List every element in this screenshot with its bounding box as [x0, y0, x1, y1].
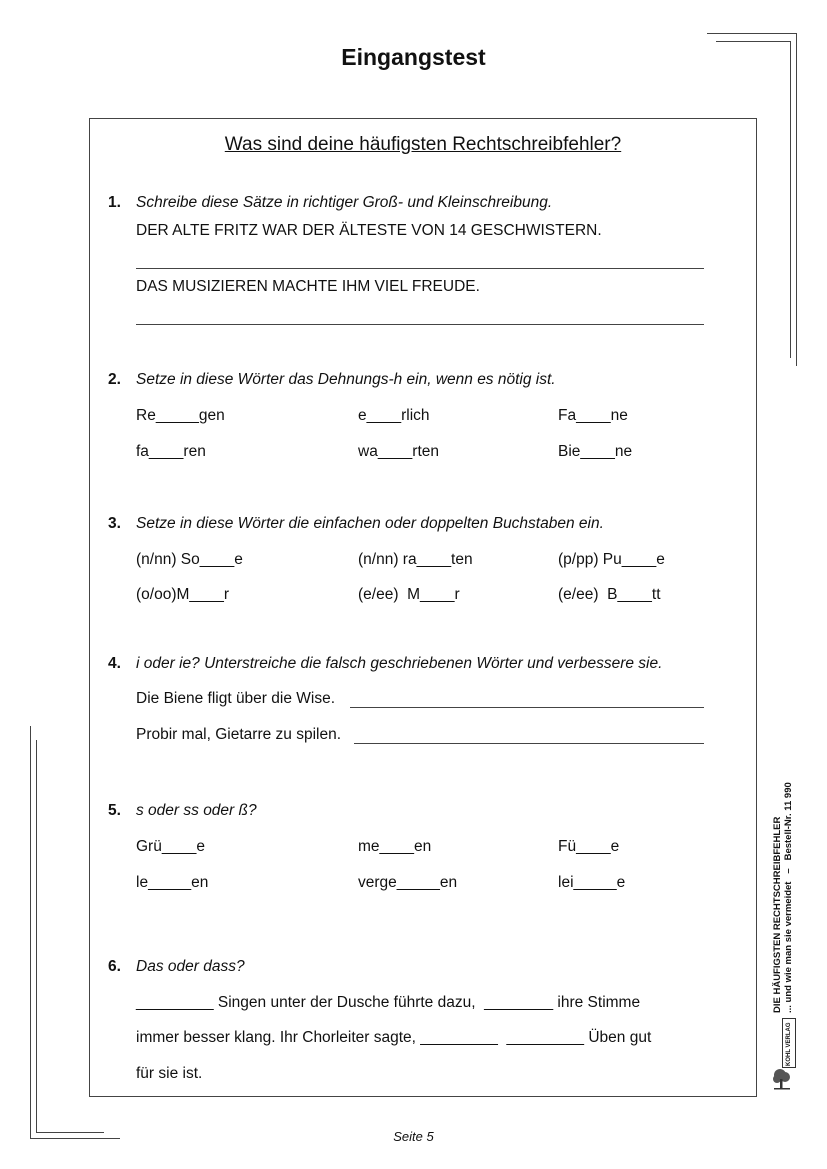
gap-sentence: für sie ist.	[136, 1065, 203, 1082]
question-number: 6.	[108, 958, 121, 975]
question-number: 3.	[108, 515, 121, 532]
gap-word[interactable]: e____rlich	[358, 407, 430, 424]
gap-word[interactable]: le_____en	[136, 874, 209, 891]
gap-word[interactable]: (n/nn) ra____ten	[358, 551, 473, 568]
answer-line[interactable]	[136, 324, 704, 325]
gap-word[interactable]: me____en	[358, 838, 432, 855]
gap-word[interactable]: wa____rten	[358, 443, 440, 460]
corner-line	[796, 33, 797, 366]
exercise-sentence: Probir mal, Gietarre zu spilen.	[136, 726, 342, 743]
publisher-name: KOHL VERLAG	[786, 1022, 792, 1066]
question-number: 4.	[108, 655, 121, 672]
gap-word[interactable]: Bie____ne	[558, 443, 633, 460]
question-number: 5.	[108, 802, 121, 819]
gap-word[interactable]: lei_____e	[558, 874, 626, 891]
book-title: DIE HÄUFIGSTEN RECHTSCHREIBFEHLER	[772, 816, 783, 1013]
tree-icon	[770, 1066, 796, 1092]
question-number: 1.	[108, 194, 121, 211]
gap-word[interactable]: Re_____gen	[136, 407, 225, 424]
gap-word[interactable]: (o/oo)M____r	[136, 586, 230, 603]
gap-word[interactable]: (n/nn) So____e	[136, 551, 243, 568]
gap-word[interactable]: Fü____e	[558, 838, 620, 855]
corner-line	[790, 41, 791, 358]
gap-word[interactable]: (e/ee) M____r	[358, 586, 460, 603]
corner-line	[707, 33, 797, 34]
question-instruction: s oder ss oder ß?	[136, 802, 257, 819]
exercise-sentence: Die Biene fligt über die Wise.	[136, 690, 336, 707]
page-footer: Seite 5	[393, 1129, 434, 1144]
page-title: Eingangstest	[341, 44, 486, 70]
book-subtitle-line: ... und wie man sie vermeidet – Bestell-Nr. 11 990	[783, 782, 794, 1013]
gap-word[interactable]: Fa____ne	[558, 407, 628, 424]
corner-line	[36, 740, 37, 1133]
gap-word[interactable]: (p/pp) Pu____e	[558, 551, 665, 568]
gap-word[interactable]: Grü____e	[136, 838, 205, 855]
question-instruction: Setze in diese Wörter das Dehnungs-h ein, wenn es nötig ist.	[136, 371, 556, 388]
question-instruction: Das oder dass?	[136, 958, 245, 975]
book-info	[772, 782, 794, 1013]
gap-sentence[interactable]: immer besser klang. Ihr Chorleiter sagte, _________ _________ Üben gut	[136, 1029, 652, 1046]
question-number: 2.	[108, 371, 121, 388]
gap-word[interactable]: verge_____en	[358, 874, 458, 891]
gap-word[interactable]: (e/ee) B____tt	[558, 586, 661, 603]
answer-line[interactable]	[136, 268, 704, 269]
question-instruction: i oder ie? Unterstreiche die falsch geschriebenen Wörter und verbessere sie.	[136, 655, 663, 672]
test-heading: Was sind deine häufigsten Rechtschreibfehler?	[224, 134, 622, 155]
book-subtitle: ... und wie man sie vermeidet	[783, 881, 794, 1013]
gap-sentence[interactable]: _________ Singen unter der Dusche führte dazu, ________ ihre Stimme	[136, 994, 641, 1011]
gap-word[interactable]: fa____ren	[136, 443, 206, 460]
corner-line	[30, 726, 31, 1139]
exercise-sentence: DAS MUSIZIEREN MACHTE IHM VIEL FREUDE.	[136, 278, 480, 295]
order-number: Bestell-Nr. 11 990	[783, 782, 794, 861]
question-instruction: Setze in diese Wörter die einfachen oder doppelten Buchstaben ein.	[136, 515, 604, 532]
question-instruction: Schreibe diese Sätze in richtiger Groß- und Kleinschreibung.	[136, 194, 553, 211]
exercise-sentence: DER ALTE FRITZ WAR DER ÄLTESTE VON 14 GESCHWISTERN.	[136, 222, 602, 239]
corner-line	[716, 41, 790, 42]
test-frame	[89, 118, 757, 1097]
answer-line[interactable]	[350, 707, 704, 708]
answer-line[interactable]	[354, 743, 704, 744]
